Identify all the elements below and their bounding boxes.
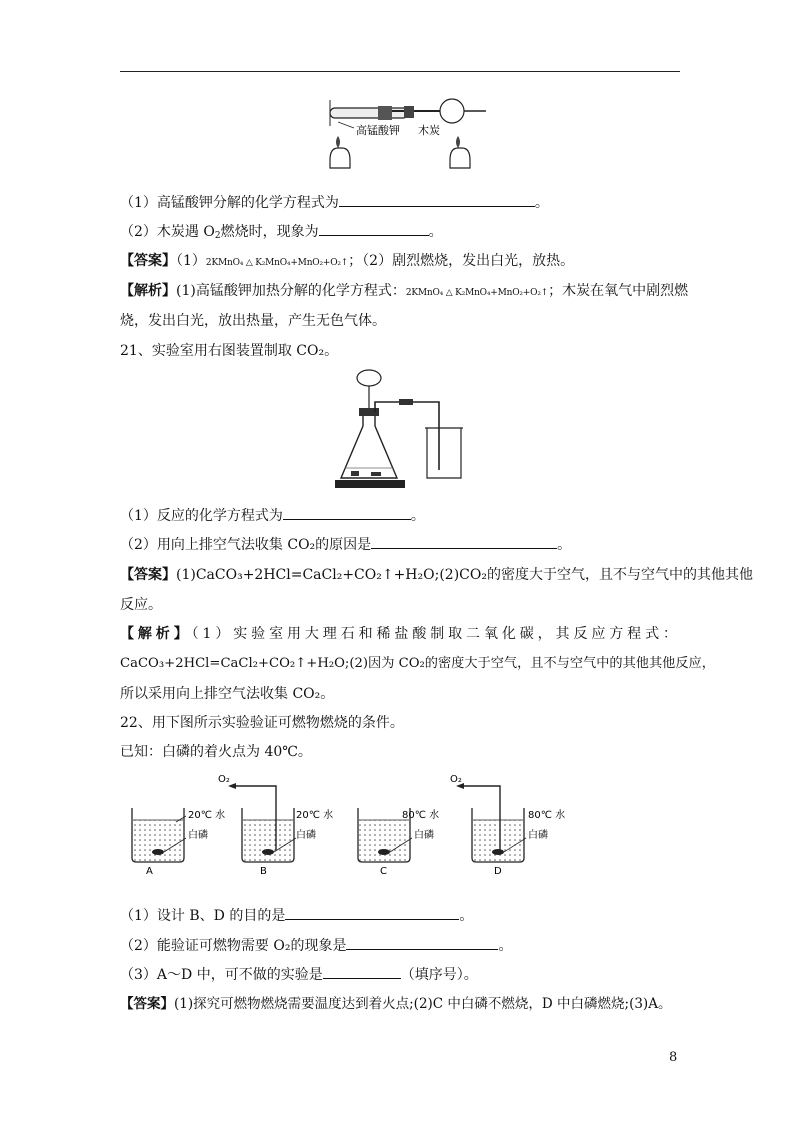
beaker-c [358, 808, 439, 877]
header-rule [120, 71, 680, 72]
svg-text:白磷: 白磷 [528, 830, 548, 841]
q21-part1: （1）反应的化学方程式为 。 [120, 505, 425, 526]
q20-answer-equation: 2KMnO₄ △ K₂MnO₄+MnO₂+O₂↑ [205, 258, 349, 268]
svg-text:白磷: 白磷 [188, 830, 208, 841]
q21-part2: （2）用向上排空气法收集 CO₂的原因是 。 [120, 534, 571, 555]
q20-answer: 【答案】（1）2KMnO₄ △ K₂MnO₄+MnO₂+O₂↑；（2）剧烈燃烧，发出白光，放热。 [120, 253, 575, 269]
q22-answer: 【答案】(1)探究可燃物燃烧需要温度达到着火点;(2)C 中白磷不燃烧，D 中白磷燃烧;(3)A。 [120, 996, 672, 1012]
q22-known: 已知：白磷的着火点为 40℃。 [120, 744, 312, 760]
q20-part2: （2）木炭遇 $O_2$燃烧时，现象为 。 [120, 221, 443, 246]
q22-title: 22、用下图所示实验验证可燃物燃烧的条件。 [120, 715, 404, 731]
phosphorus-beakers-figure [128, 768, 568, 880]
q20-analysis-line1: 【解析】(1)高锰酸钾加热分解的化学方程式：2KMnO₄ △ K₂MnO₄+MnO₂+O₂↑；木炭在氧气中剧烈燃 [120, 283, 689, 299]
q22-part2: （2）能验证可燃物需要 O₂的现象是 。 [120, 935, 512, 956]
svg-text:白磷: 白磷 [296, 830, 316, 841]
svg-text:20℃ 水: 20℃ 水 [188, 810, 226, 821]
q22-part1: （1）设计 B、D 的目的是 。 [120, 905, 473, 926]
q20-blank-1[interactable] [339, 192, 535, 207]
svg-text:A: A [146, 866, 153, 877]
beaker-d [450, 774, 565, 877]
svg-text:白磷: 白磷 [414, 830, 434, 841]
q21-analysis-line3: 所以采用向上排空气法收集 CO₂。 [120, 686, 335, 702]
label-charcoal: 木炭 [418, 124, 440, 137]
beaker-b [218, 774, 333, 877]
q21-answer-line2: 反应。 [120, 597, 162, 613]
svg-text:O₂: O₂ [218, 774, 230, 785]
beaker-a [132, 808, 225, 877]
q22-blank-3[interactable] [323, 964, 401, 979]
q22-part3: （3）A～D 中，可不做的实验是 （填序号）。 [120, 964, 478, 985]
q22-blank-2[interactable] [346, 935, 498, 950]
svg-text:20℃ 水: 20℃ 水 [296, 810, 334, 821]
svg-text:B: B [260, 866, 267, 877]
q20-blank-2[interactable] [319, 221, 429, 236]
svg-text:D: D [494, 866, 502, 877]
q20-analysis-line2: 烧，发出白光，放出热量，产生无色气体。 [120, 313, 386, 329]
q21-blank-1[interactable] [283, 505, 411, 520]
co2-generation-apparatus-figure [335, 368, 465, 490]
svg-text:O₂: O₂ [450, 774, 462, 785]
svg-text:80℃ 水: 80℃ 水 [402, 810, 440, 821]
q21-answer-line1: 【答案】(1)CaCO₃+2HCl=CaCl₂+CO₂↑+H₂O;(2)CO₂的密度大于空气，且不与空气中的其他其他 [120, 567, 753, 583]
q20-part1: （1）高锰酸钾分解的化学方程式为 。 [120, 192, 549, 213]
svg-text:80℃ 水: 80℃ 水 [528, 810, 566, 821]
q21-title: 21、实验室用右图装置制取 CO₂。 [120, 343, 339, 359]
q21-analysis-line2: CaCO₃+2HCl=CaCl₂+CO₂↑+H₂O;(2)因为 CO₂的密度大于空气，且不与空气中的其他其他反应， [120, 656, 715, 671]
q20-analysis-equation: 2KMnO₄ △ K₂MnO₄+MnO₂+O₂↑ [405, 288, 549, 298]
q21-blank-2[interactable] [371, 534, 557, 549]
page-number: 8 [669, 1050, 678, 1065]
q21-analysis-line1: 【解析】（1）实验室用大理石和稀盐酸制取二氧化碳，其反应方程式： [120, 626, 680, 642]
label-kmno4: 高锰酸钾 [356, 124, 400, 137]
kmno4-charcoal-apparatus-figure [318, 96, 498, 176]
svg-text:C: C [380, 866, 387, 877]
q22-blank-1[interactable] [285, 905, 459, 920]
